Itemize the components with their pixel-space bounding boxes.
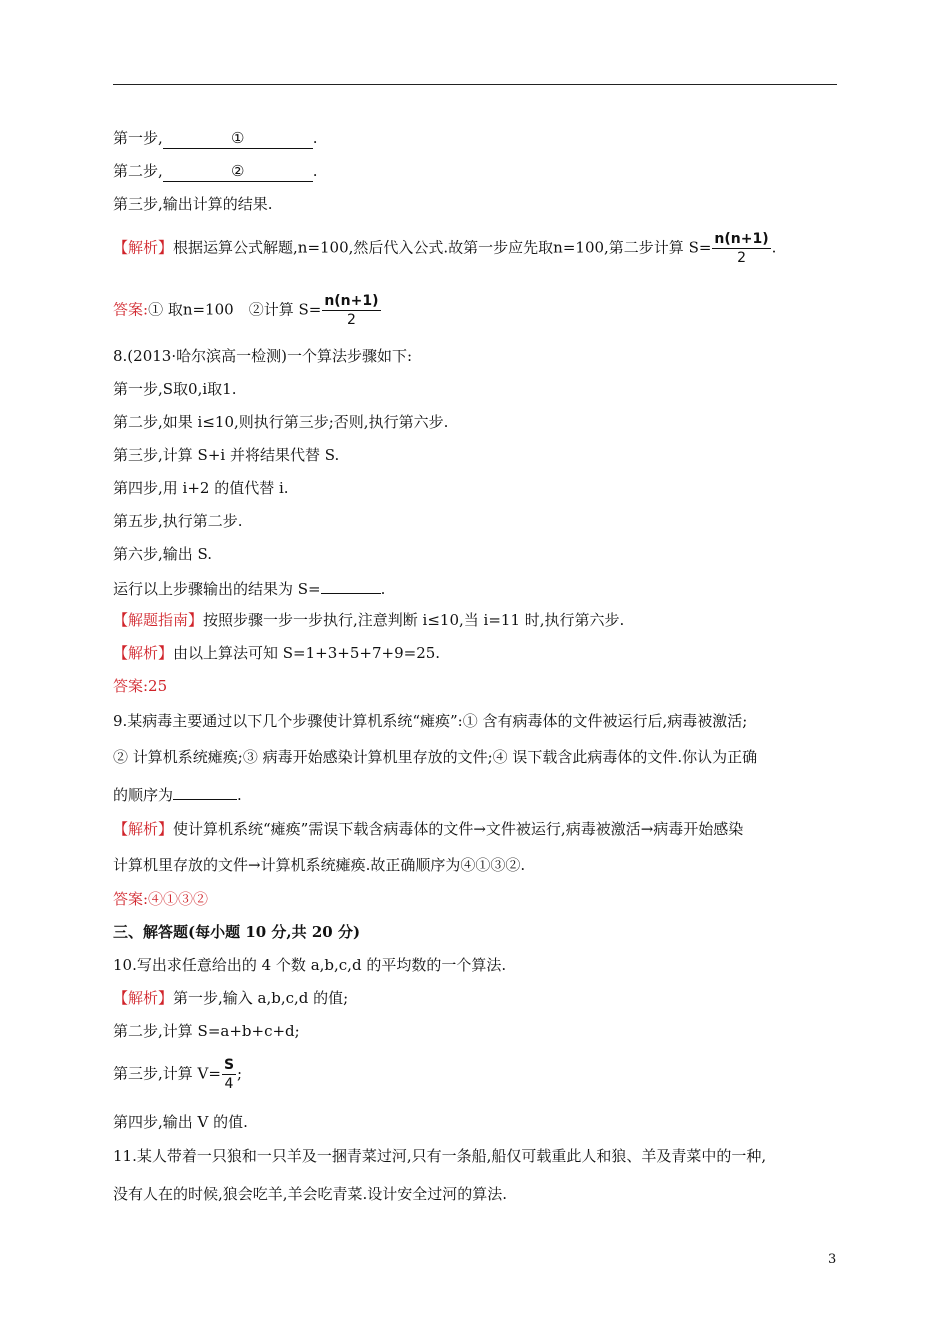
q10-step4: 第四步,输出 V 的值. [113,1113,248,1131]
q9-line3: 的顺序为 . [113,783,242,805]
answer-tag: 答案: [113,300,149,319]
page-number: 3 [828,1252,837,1267]
q8-step2: 第二步,如果 i≤10,则执行第三步;否则,执行第六步. [113,413,449,431]
q8-prompt: 运行以上步骤输出的结果为 S= . [113,577,385,599]
header-rule [113,84,837,85]
q8-guide: 【解题指南】按照步骤一步一步执行,注意判断 i≤10,当 i=11 时,执行第六步. [113,611,625,629]
q11-line2: 没有人在的时候,狼会吃羊,羊会吃青菜.设计安全过河的算法. [113,1185,508,1203]
q7-blank1: ① [163,128,313,149]
q7-answer: 答案:① 取n=100 ②计算 S= $\frac{n(n+1)}{2}$ [113,293,379,328]
q8-step4: 第四步,用 i+2 的值代替 i. [113,479,289,497]
formula-fraction: $\frac{n(n+1)}{2}$ [714,231,769,266]
q7-step3: 第三步,输出计算的结果. [113,195,273,213]
q8-answer: 答案:25 [113,677,168,695]
q10-step3: 第三步,计算 V= $\frac{S}{4}$ ; [113,1057,243,1092]
formula-fraction: $\frac{S}{4}$ [223,1057,235,1092]
q8-step6: 第六步,输出 S. [113,545,213,563]
answer-blank [173,783,237,800]
q8-step1: 第一步,S取0,i取1. [113,380,237,398]
q9-line1: 9.某病毒主要通过以下几个步骤使计算机系统“瘫痪”:① 含有病毒体的文件被运行后,病毒被激活; [113,712,748,730]
q9-answer: 答案:④①③② [113,890,209,908]
q8-analysis: 【解析】由以上算法可知 S=1+3+5+7+9=25. [113,644,441,662]
q9-analysis-1: 【解析】使计算机系统“瘫痪”需误下载含病毒体的文件→文件被运行,病毒被激活→病毒开始感染 [113,820,744,838]
q9-line2: ② 计算机系统瘫痪;③ 病毒开始感染计算机里存放的文件;④ 误下载含此病毒体的文件.你认为正确 [113,748,758,766]
q7-step1: 第一步, ① . [113,129,318,147]
q7-analysis: 【解析】根据运算公式解题,n=100,然后代入公式.故第一步应先取n=100,第二步计算 S= $\frac{n(n+1)}{2}$ . [113,231,777,266]
q8-step5: 第五步,执行第二步. [113,512,243,530]
q10-analysis: 【解析】第一步,输入 a,b,c,d 的值; [113,989,349,1007]
answer-blank [321,577,381,594]
analysis-tag: 【解析】 [113,644,174,662]
analysis-tag: 【解析】 [113,820,174,838]
q10-title: 10.写出求任意给出的 4 个数 a,b,c,d 的平均数的一个算法. [113,956,507,974]
analysis-tag: 【解析】 [113,989,174,1007]
analysis-tag: 【解析】 [113,238,174,257]
q7-step2: 第二步, ② . [113,162,318,180]
q8-step3: 第三步,计算 S+i 并将结果代替 S. [113,446,340,464]
q7-blank2: ② [163,161,313,182]
q9-analysis-2: 计算机里存放的文件→计算机系统瘫痪.故正确顺序为④①③②. [113,856,526,874]
q10-step2: 第二步,计算 S=a+b+c+d; [113,1022,300,1040]
q11-line1: 11.某人带着一只狼和一只羊及一捆青菜过河,只有一条船,船仅可载重此人和狼、羊及青菜中的一种, [113,1147,767,1165]
section-heading: 三、解答题(每小题 10 分,共 20 分) [113,923,361,941]
formula-fraction: $\frac{n(n+1)}{2}$ [324,293,379,328]
guide-tag: 【解题指南】 [113,611,204,629]
q8-title: 8.(2013·哈尔滨高一检测)一个算法步骤如下: [113,347,413,365]
